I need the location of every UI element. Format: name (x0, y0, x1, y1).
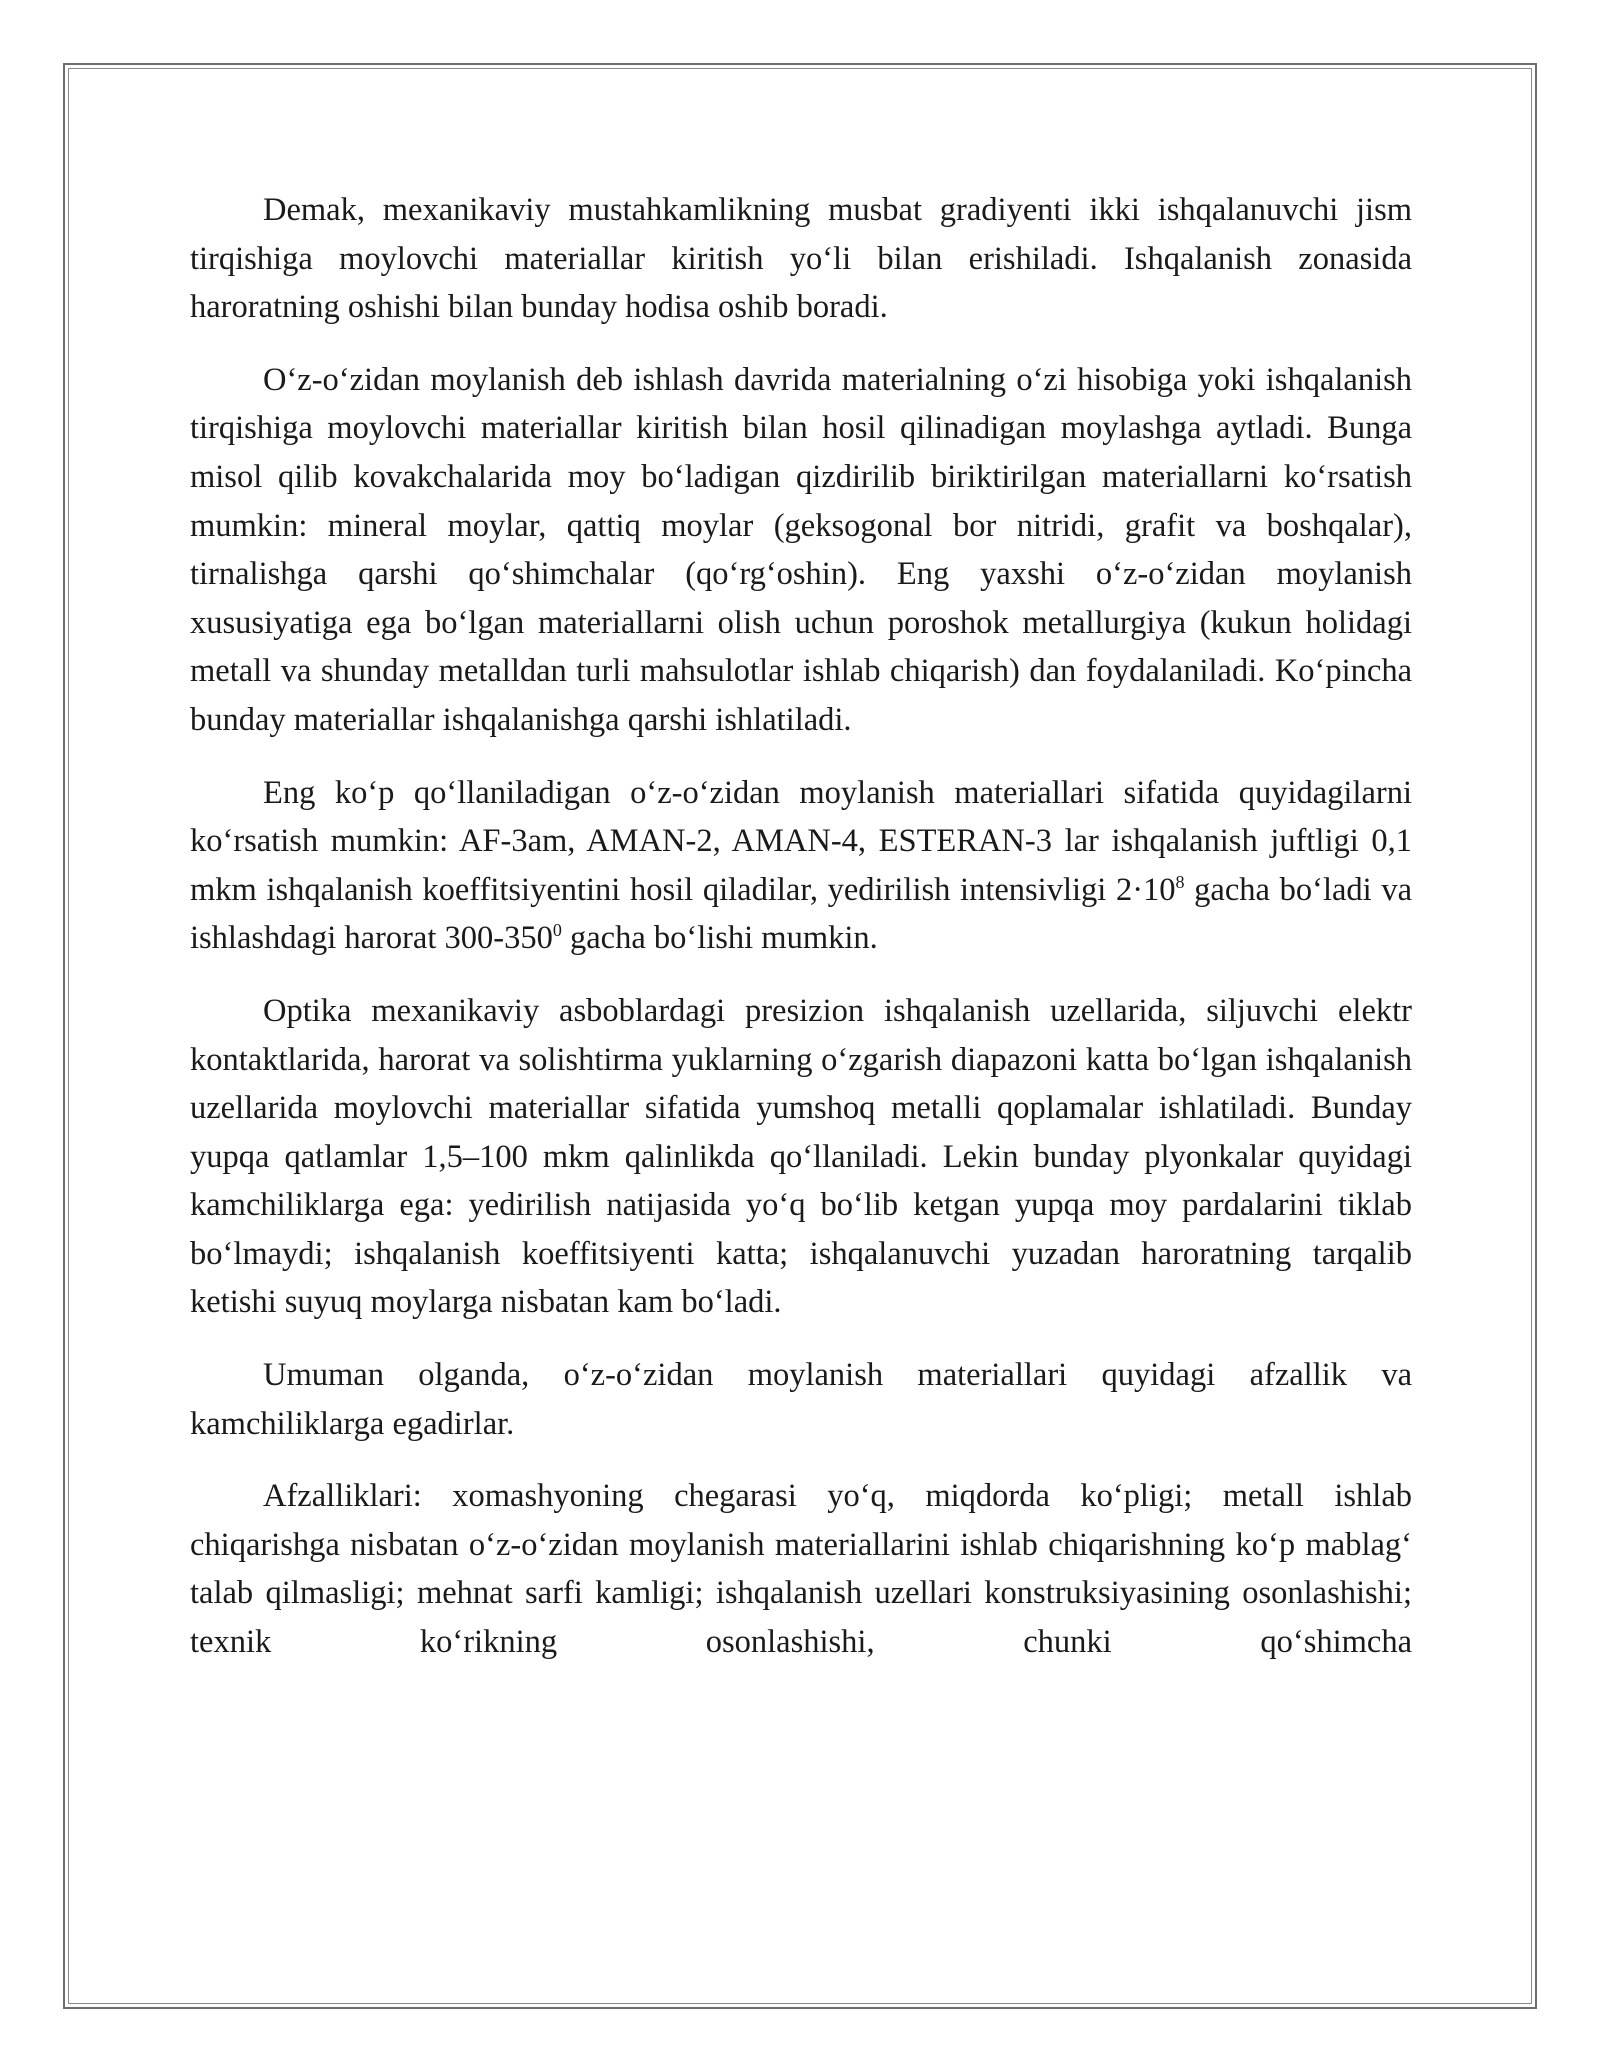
document-body (190, 186, 1412, 1691)
paragraph-2: O‘z-o‘zidan moylanish deb ishlash davrida materialning o‘zi hisobiga yoki ishqalanish tirqishiga moylovchi materiallar kiritish bilan hosil qilinadigan moylashga aytladi. Bunga misol qilib kovakchalarida moy bo‘ladigan qizdirilib biriktirilgan materiallarni ko‘rsatish mumkin: mineral moylar, qattiq moylar (geksogonal bor nitridi, grafit va boshqalar), tirnalishga qarshi qo‘shimchalar (qo‘rg‘oshin). Eng yaxshi o‘z-o‘zidan moylanish xususiyatiga ega bo‘lgan materiallarni olish uchun poroshok metallurgiya (kukun holidagi metall va shunday metalldan turli mahsulotlar ishlab chiqarish) dan foydalaniladi. Ko‘pincha bunday materiallar ishqalanishga qarshi ishlatiladi. (190, 361, 1412, 738)
paragraph-5: Umuman olganda, o‘z-o‘zidan moylanish materiallari quyidagi afzallik va kamchiliklarga egadirlar. (190, 1357, 1412, 1442)
paragraph-6: Afzalliklari: xomashyoning chegarasi yo‘q, miqdorda ko‘pligi; metall ishlab chiqarishga nisbatan o‘z-o‘zidan moylanish materiallarini ishlab chiqarishning ko‘p mablag‘ talab qilmasligi; mehnat sarfi kamligi; ishqalanish uzellari konstruksiyasining osonlashishi; texnik ko‘rikning osonlashishi, chunki qo‘shimcha (190, 1478, 1412, 1661)
paragraph-1: Demak, mexanikaviy mustahkamlikning musbat gradiyenti ikki ishqalanuvchi jism tirqishiga moylovchi materiallar kiritish yo‘li bilan erishiladi. Ishqalanish zonasida haroratning oshishi bilan bunday hodisa oshib boradi. (190, 192, 1412, 326)
superscript-exponent: 8 (1175, 871, 1185, 892)
paragraph-3-part-3: gacha bo‘lishi mumkin. (561, 920, 878, 957)
superscript-degree: 0 (552, 920, 562, 941)
paragraph-4: Optika mexanikaviy asboblardagi presizion ishqalanish uzellarida, siljuvchi elektr kontaktlarida, harorat va solishtirma yuklarning o‘zgarish diapazoni katta bo‘lgan ishqalanish uzellarida moylovchi materiallar sifatida yumshoq metalli qoplamalar ishlatiladi. Bunday yupqa qatlamlar 1,5–100 mkm qalinlikda qo‘llaniladi. Lekin bunday plyonkalar quyidagi kamchiliklarga ega: yedirilish natijasida yo‘q bo‘lib ketgan yupqa moy pardalarini tiklab bo‘lmaydi; ishqalanish koeffitsiyenti katta; ishqalanuvchi yuzadan haroratning tarqalib ketishi suyuq moylarga nisbatan kam bo‘ladi. (190, 992, 1412, 1321)
paragraph-3 (190, 769, 1412, 963)
paragraph-3-part-1: Eng ko‘p qo‘llaniladigan o‘z-o‘zidan moylanish materiallari sifatida quyidagilarni ko‘rsatish mumkin: AF-3am, AMAN-2, AMAN-4, ESTERAN-3 lar ishqalanish juftligi 0,1 mkm ishqalanish koeffitsiyentini hosil qiladilar, yedirilish intensivligi 2·10 (190, 774, 1412, 908)
paragraph-3-part-2: gacha bo‘ladi va ishlashdagi harorat 300-350 (190, 871, 1413, 957)
